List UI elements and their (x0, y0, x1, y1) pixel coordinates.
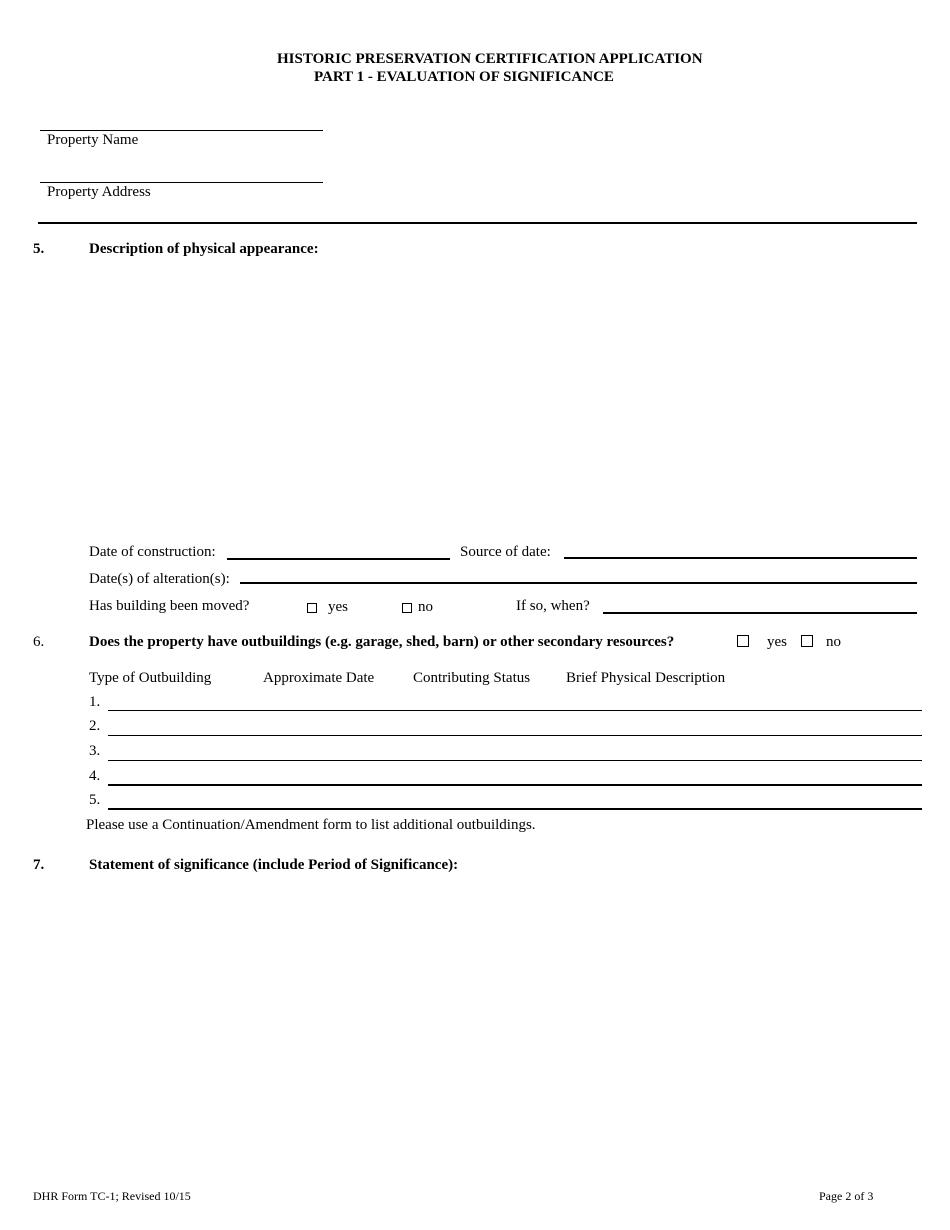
outbuildings-question: Does the property have outbuildings (e.g. garage, shed, barn) or other secondary resources? (89, 634, 675, 650)
form-title-line1: HISTORIC PRESERVATION CERTIFICATION APPLICATION (277, 51, 703, 67)
outbuilding-row-number: 1. (89, 694, 101, 710)
section5-number: 5. (33, 241, 45, 257)
moved-yes-label: yes (328, 599, 348, 615)
page-number: Page 2 of 3 (819, 1189, 874, 1203)
section6-number: 6. (33, 634, 45, 650)
form-title-line2: PART 1 - EVALUATION OF SIGNIFICANCE (314, 69, 614, 85)
property-address-field[interactable] (40, 182, 323, 183)
outbuilding-row-number: 2. (89, 718, 101, 734)
property-address-label: Property Address (47, 184, 151, 200)
moved-yes-checkbox[interactable] (307, 603, 317, 613)
property-name-label: Property Name (47, 132, 139, 148)
continuation-note: Please use a Continuation/Amendment form to list additional outbuildings. (86, 817, 536, 833)
alterations-field[interactable] (240, 582, 917, 584)
alterations-label: Date(s) of alteration(s): (89, 571, 230, 587)
if-so-when-label: If so, when? (516, 598, 590, 614)
source-date-label: Source of date: (460, 544, 551, 560)
outbuilding-row-number: 3. (89, 743, 101, 759)
outbuildings-yes-label: yes (767, 634, 787, 650)
section-divider (38, 222, 917, 224)
date-construction-label: Date of construction: (89, 544, 216, 560)
property-name-field[interactable] (40, 130, 323, 131)
section5-heading: Description of physical appearance: (89, 241, 319, 257)
column-header-status: Contributing Status (413, 670, 531, 686)
outbuilding-row-2-field[interactable] (108, 735, 922, 736)
date-construction-field[interactable] (227, 558, 450, 560)
moved-no-checkbox[interactable] (402, 603, 412, 613)
physical-description-area[interactable] (89, 262, 917, 532)
outbuildings-yes-checkbox[interactable] (737, 635, 749, 647)
moved-no-label: no (418, 599, 433, 615)
outbuilding-row-3-field[interactable] (108, 760, 922, 761)
outbuilding-row-number: 5. (89, 792, 101, 808)
moved-when-field[interactable] (603, 612, 917, 614)
outbuildings-no-label: no (826, 634, 841, 650)
outbuilding-row-number: 4. (89, 768, 101, 784)
outbuilding-row-5-field[interactable] (108, 808, 922, 810)
moved-label: Has building been moved? (89, 598, 250, 614)
column-header-date: Approximate Date (263, 670, 375, 686)
column-header-type: Type of Outbuilding (89, 670, 212, 686)
outbuilding-row-4-field[interactable] (108, 784, 922, 786)
outbuildings-no-checkbox[interactable] (801, 635, 813, 647)
source-date-field[interactable] (564, 557, 917, 559)
form-identifier: DHR Form TC-1; Revised 10/15 (33, 1189, 191, 1203)
column-header-description: Brief Physical Description (566, 670, 726, 686)
outbuilding-row-1-field[interactable] (108, 710, 922, 711)
section7-number: 7. (33, 857, 45, 873)
section7-heading: Statement of significance (include Period of Significance): (89, 857, 459, 873)
significance-statement-area[interactable] (89, 880, 917, 1160)
